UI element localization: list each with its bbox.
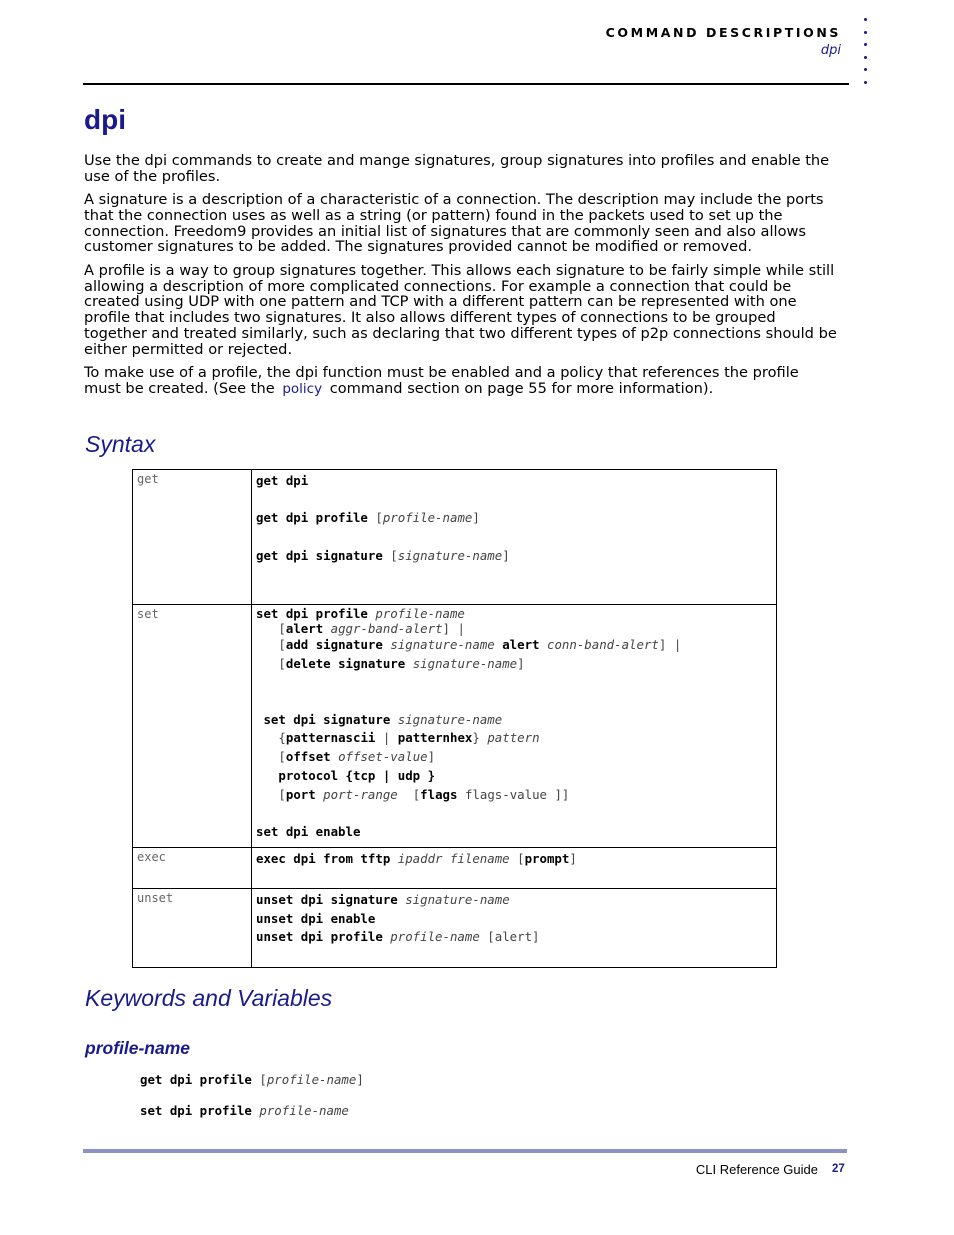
decorative-dots: [864, 18, 870, 93]
table-row: [133, 605, 777, 848]
paragraph-1: Use the dpi commands to create and mange signatures, group signatures into profiles and enable the use of the profiles.: [84, 152, 830, 185]
command-unset: unset: [133, 889, 252, 968]
example-get-profile: get dpi profile [profile-name]: [140, 1072, 364, 1087]
paragraph-4: To make use of a profile, the dpi function must be enabled and a policy that references the profile must be created. (See the policy command section on page 55 for more information).: [84, 364, 799, 397]
table-row: [133, 848, 777, 889]
page-title: dpi: [84, 104, 126, 135]
table-row: [133, 470, 777, 605]
running-header-subsection: dpi: [820, 43, 841, 58]
footer-rule: [83, 1149, 847, 1153]
syntax-heading: Syntax: [85, 431, 156, 457]
paragraph-2: A signature is a description of a characteristic of a connection. The description may include the ports that the connection uses as well as a string (or pattern) found in the packets used to set up the connection. Freedom9 provides an initial list of signatures that are commonly seen and also allows customer signatures to be added. The signatures provided cannot be modified or removed.: [84, 191, 824, 256]
table-row: [133, 889, 777, 968]
keywords-heading: Keywords and Variables: [85, 985, 333, 1011]
intro-text: [84, 153, 840, 405]
command-get: get: [133, 470, 252, 605]
command-set: set: [133, 605, 252, 848]
header-rule: [83, 83, 849, 85]
footer-guide-title: CLI Reference Guide: [695, 1162, 818, 1177]
page-number: 27: [832, 1163, 845, 1175]
example-set-profile: set dpi profile profile-name: [140, 1103, 349, 1118]
syntax-get: get dpi get dpi profile [profile-name] get dpi signature [signature-name]: [252, 470, 777, 605]
syntax-unset: unset dpi signature signature-name unset dpi enable unset dpi profile profile-name [alert]: [252, 889, 777, 968]
running-header-section: COMMAND DESCRIPTIONS: [605, 25, 841, 40]
command-exec: exec: [133, 848, 252, 889]
syntax-set: set dpi profile profile-name [alert aggr-band-alert] | [add signature signature-name alert conn-band-alert] | [delete signature signature-name] set dpi signature signature-name {patternascii | patternhex} pattern [offset offset-value] protocol {tcp | udp } [port port-range [flags flags-value ]] set dpi enable: [252, 605, 777, 848]
syntax-exec: exec dpi from tftp ipaddr filename [prompt]: [252, 848, 777, 889]
syntax-table: [132, 469, 777, 968]
policy-link[interactable]: policy: [282, 380, 323, 397]
profile-name-heading: profile-name: [85, 1038, 191, 1058]
paragraph-3: A profile is a way to group signatures together. This allows each signature to be fairly simple while still allowing a description of more complicated connections. For example a connection that could be created using UDP with one pattern and TCP with a different pattern can be represented with one profile that includes two signatures. It also allows different types of connections to be grouped together and treated similarly, such as declaring that two different types of p2p connections should be either permitted or rejected.: [84, 261, 837, 358]
